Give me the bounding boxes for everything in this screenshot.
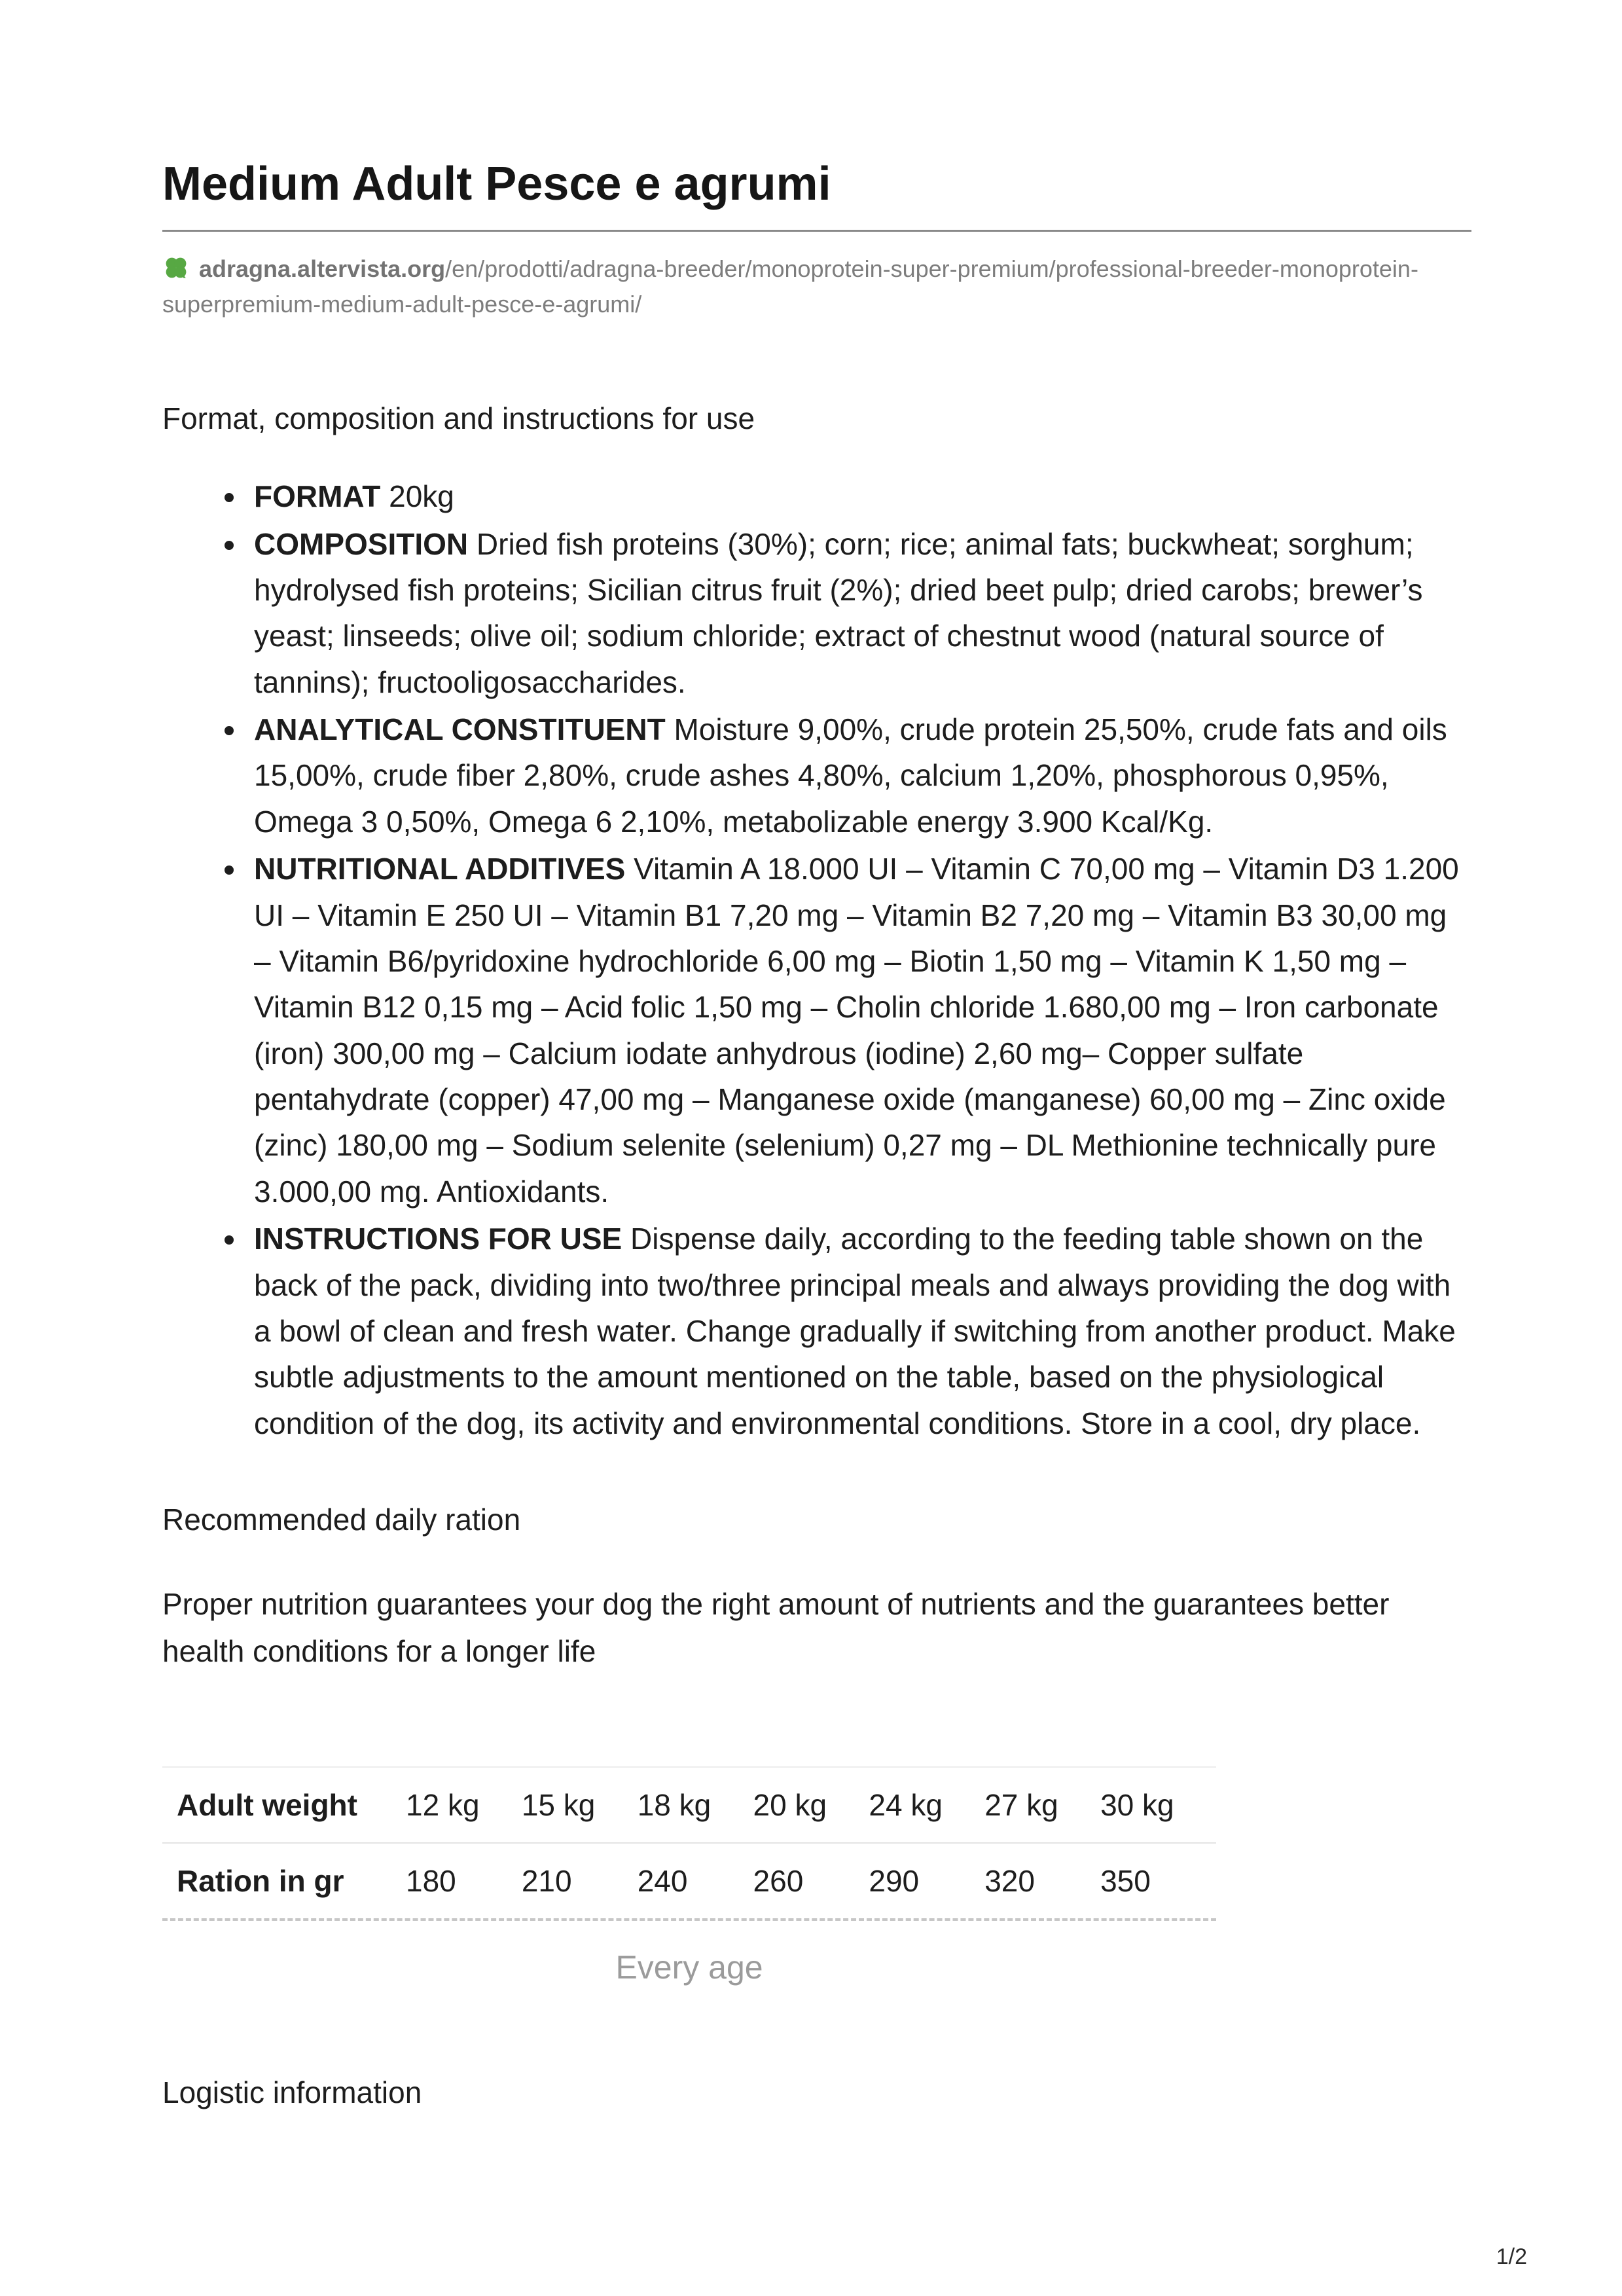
list-item-label: COMPOSITION (254, 526, 469, 561)
page-title: Medium Adult Pesce e agrumi (162, 158, 831, 210)
ration-intro-paragraph: Proper nutrition guarantees your dog the right amount of nutrients and the guarantees better health conditions for a longer life (162, 1587, 1390, 1668)
row-header-adult-weight: Adult weight (162, 1767, 406, 1843)
page-number: 1/2 (1496, 2244, 1527, 2269)
weight-cell: 12 kg (406, 1767, 522, 1843)
section-label-format-composition: Format, composition and instructions for use (162, 401, 755, 435)
source-domain: adragna.altervista.org (199, 255, 446, 282)
weight-cell: 15 kg (522, 1767, 638, 1843)
weight-cell: 30 kg (1100, 1767, 1216, 1843)
list-item-analytical-constituent (247, 706, 1471, 845)
weight-cell: 24 kg (869, 1767, 984, 1843)
weight-cell: 27 kg (984, 1767, 1100, 1843)
source-url (162, 251, 1471, 322)
list-item-format (247, 473, 1471, 519)
table-row-ration (162, 1843, 1216, 1918)
every-age-note: Every age (615, 1949, 763, 1986)
list-item-nutritional-additives (247, 846, 1471, 1214)
list-item-label: ANALYTICAL CONSTITUENT (254, 712, 666, 747)
list-item-text: Moisture 9,00%, crude protein 25,50%, crude fats and oils 15,00%, crude fiber 2,80%, crude ashes 4,80%, calcium 1,20%, phosphorous 0,95%, Omega 3 0,50%, Omega 6 2,10%, metabolizable energy 3.900 Kcal/Kg. (254, 712, 1447, 839)
ration-cell: 290 (869, 1843, 984, 1918)
daily-ration-table (162, 1766, 1216, 1918)
list-item-instructions-for-use (247, 1216, 1471, 1446)
ration-cell: 240 (638, 1843, 753, 1918)
list-item-label: NUTRITIONAL ADDITIVES (254, 852, 626, 886)
ration-cell: 210 (522, 1843, 638, 1918)
ration-cell: 320 (984, 1843, 1100, 1918)
weight-cell: 18 kg (638, 1767, 753, 1843)
list-item-text: Dried fish proteins (30%); corn; rice; animal fats; buckwheat; sorghum; hydrolysed fish proteins; Sicilian citrus fruit (2%); dried beet pulp; dried carobs; brewer’s yeast; linseeds; olive oil; sodium chloride; extract of chestnut wood (natural source of tannins); fructooligosaccharides. (254, 526, 1423, 699)
section-label-logistic-information: Logistic information (162, 2075, 422, 2110)
list-item-label: INSTRUCTIONS FOR USE (254, 1222, 622, 1256)
table-bottom-dashed-divider (162, 1918, 1216, 1921)
weight-cell: 20 kg (753, 1767, 869, 1843)
ration-cell: 350 (1100, 1843, 1216, 1918)
clover-icon (162, 254, 190, 282)
product-spec-list (162, 473, 1471, 1446)
list-item-text: Dispense daily, according to the feeding table shown on the back of the pack, dividing into two/three principal meals and always providing the dog with a bowl of clean and fresh water. Change gradually if switching from another product. Make subtle adjustments to the amount mentioned on the table, based on the physiological condition of the dog, its activity and environmental conditions. Store in a cool, dry place. (254, 1222, 1456, 1440)
list-item-text: Vitamin A 18.000 UI – Vitamin C 70,00 mg – Vitamin D3 1.200 UI – Vitamin E 250 UI – Vitamin B1 7,20 mg – Vitamin B2 7,20 mg – Vitamin B3 30,00 mg – Vitamin B6/pyridoxine hydrochloride 6,00 mg – Biotin 1,50 mg – Vitamin K 1,50 mg – Vitamin B12 0,15 mg – Acid folic 1,50 mg – Cholin chloride 1.680,00 mg – Iron carbonate (iron) 300,00 mg – Calcium iodate anhydrous (iodine) 2,60 mg– Copper sulfate pentahydrate (copper) 47,00 mg – Manganese oxide (manganese) 60,00 mg – Zinc oxide (zinc) 180,00 mg – Sodium selenite (selenium) 0,27 mg – DL Methionine technically pure 3.000,00 mg. Antioxidants. (254, 852, 1459, 1209)
ration-cell: 260 (753, 1843, 869, 1918)
title-divider (162, 230, 1471, 232)
table-row-adult-weight (162, 1767, 1216, 1843)
list-item-composition (247, 521, 1471, 706)
ration-cell: 180 (406, 1843, 522, 1918)
section-label-recommended-ration: Recommended daily ration (162, 1503, 521, 1537)
row-header-ration-in-gr: Ration in gr (162, 1843, 406, 1918)
list-item-text: 20kg (389, 479, 454, 514)
source-path: /en/prodotti/adragna-breeder/monoprotein-super-premium/professional-breeder-monoprotein-superpremium-medium-adult-pesce-e-agrumi/ (162, 255, 1418, 318)
list-item-label: FORMAT (254, 479, 381, 514)
